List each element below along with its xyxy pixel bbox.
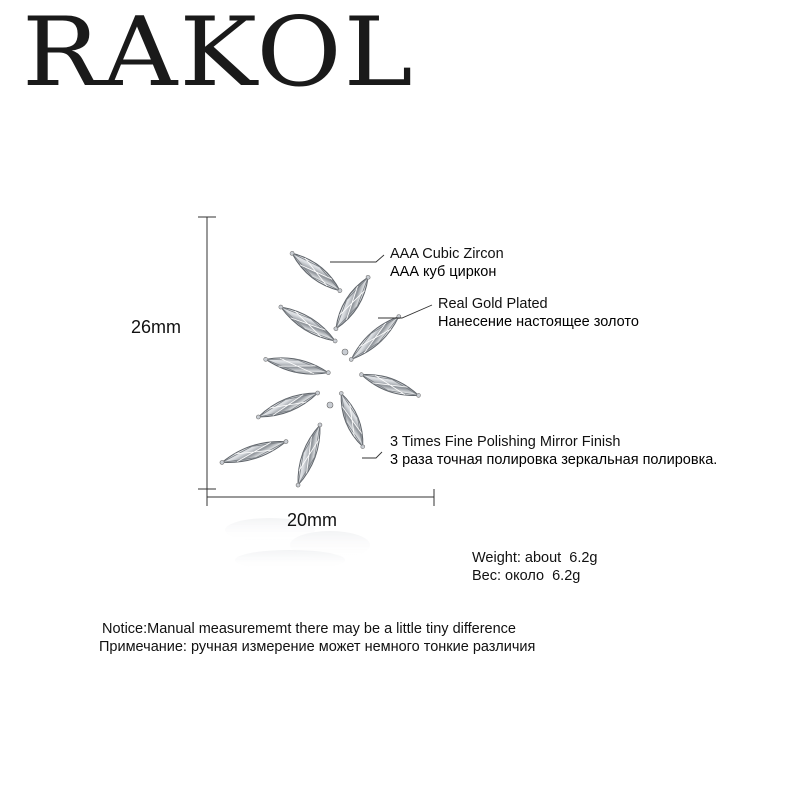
weight-ru: Вес: около 6.2g — [472, 568, 581, 584]
zircon-annotation — [390, 245, 504, 281]
marquise-stone — [254, 386, 322, 424]
marquise-stone — [276, 300, 341, 347]
zircon-label-en: AAA Cubic Zircon — [390, 246, 504, 262]
weight-info — [472, 549, 598, 585]
weight-en: Weight: about 6.2g — [472, 550, 598, 566]
zircon-label-ru: ААА куб циркон — [390, 264, 497, 280]
marquise-stone — [345, 310, 404, 365]
marquise-stone — [335, 389, 370, 451]
width-dimension-line — [207, 489, 434, 506]
brand-logo: RAKOL — [22, 0, 415, 108]
annotation-leaders — [330, 255, 432, 458]
marquise-stone — [286, 247, 345, 298]
height-dimension-line — [198, 217, 216, 489]
notice-ru: Примечание: ручная измерение может немного тонкие различия — [99, 639, 536, 655]
marquise-stone — [329, 272, 375, 334]
gold-label-ru: Нанесение настоящее золото — [438, 314, 639, 330]
marquise-stone — [218, 435, 290, 469]
polish-label-en: 3 Times Fine Polishing Mirror Finish — [390, 434, 621, 450]
width-label: 20mm — [287, 510, 338, 530]
polish-label-ru: 3 раза точная полировка зеркальная полировка. — [390, 452, 718, 468]
height-label: 26mm — [131, 317, 182, 337]
measurement-notice — [99, 620, 536, 656]
polish-annotation — [390, 433, 717, 469]
notice-en: Notice:Manual measurememt there may be a little tiny difference — [102, 621, 516, 637]
gold-label-en: Real Gold Plated — [438, 296, 548, 312]
marquise-stone — [262, 353, 331, 380]
marquise-stone — [357, 368, 422, 402]
marquise-stone — [291, 421, 326, 489]
gold-annotation — [438, 295, 639, 331]
